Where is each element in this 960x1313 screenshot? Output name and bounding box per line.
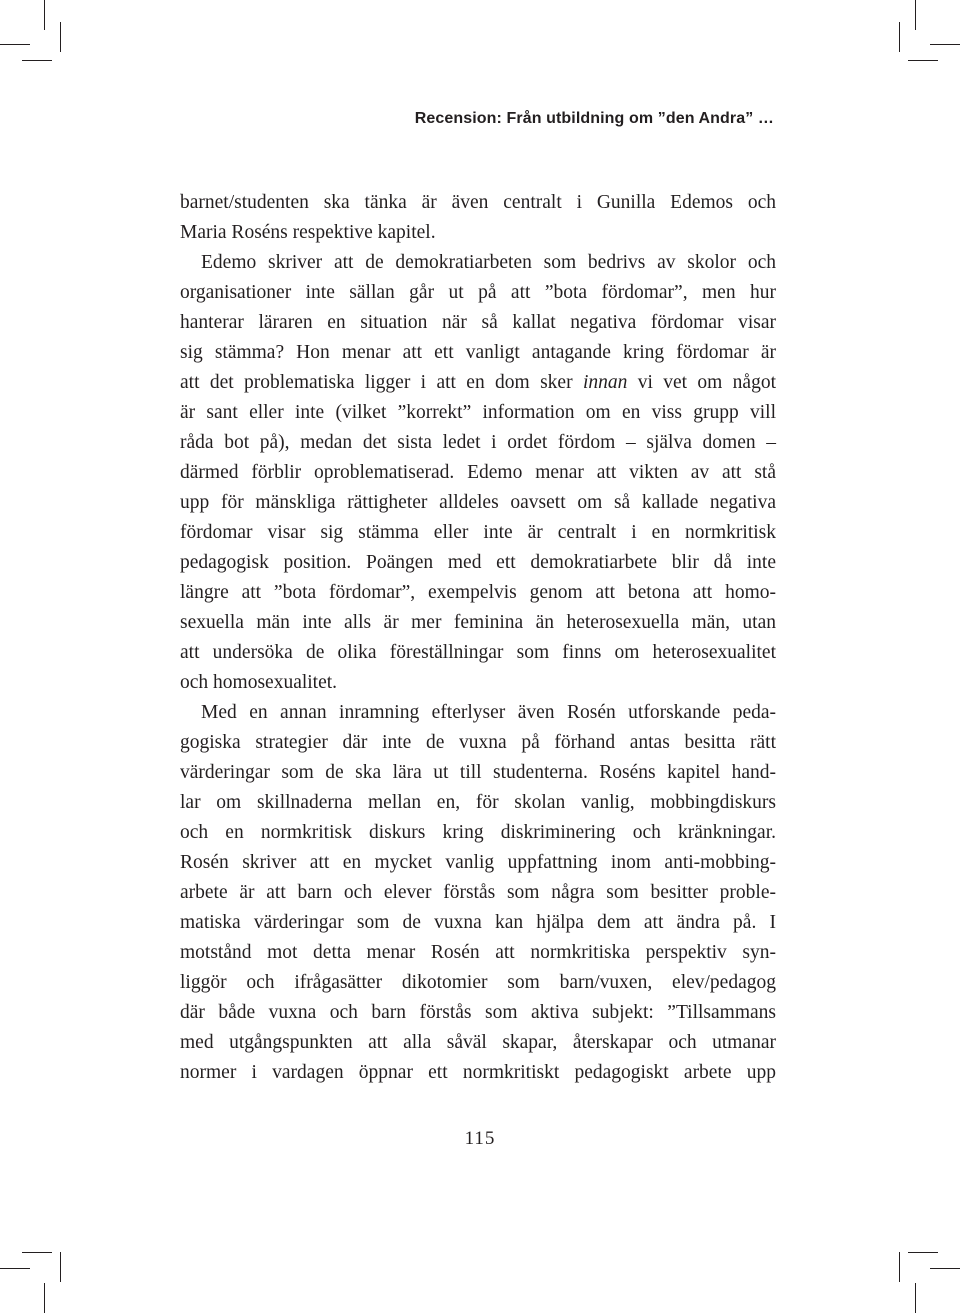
crop-mark-bottom-left-h2 <box>22 1252 52 1253</box>
body-line: därmed förblir oproblematiserad. Edemo menar att vikten av att stå <box>180 462 776 483</box>
crop-mark-top-left-h <box>0 44 30 45</box>
body-line: upp för mänskliga rättigheter alldeles oavsett om så kallade negativa <box>180 492 776 513</box>
body-line: Maria Roséns respektive kapitel. <box>180 222 436 243</box>
crop-mark-bottom-right-h <box>930 1268 960 1269</box>
crop-mark-top-right-h2 <box>908 60 938 61</box>
body-line: normer i vardagen öppnar ett normkritiskt pedagogiskt arbete upp <box>180 1062 776 1083</box>
crop-mark-bottom-left-v <box>44 1283 45 1313</box>
body-line: lar om skillnaderna mellan en, för skolan vanlig, mobbingdiskurs <box>180 792 776 813</box>
body-line: gogiska strategier där inte de vuxna på förhand antas besitta rätt <box>180 732 776 753</box>
body-line: sig stämma? Hon menar att ett vanligt antagande kring fördomar är <box>180 342 776 363</box>
crop-mark-top-left-h2 <box>22 60 52 61</box>
body-line: och en normkritisk diskurs kring diskriminering och kränkningar. <box>180 822 776 843</box>
body-line: arbete är att barn och elever förstås som några som besitter proble- <box>180 882 776 903</box>
body-line: råda bot på), medan det sista ledet i ordet fördom – själva domen – <box>180 432 776 453</box>
body-line: och homosexualitet. <box>180 672 338 693</box>
body-line: sexuella män inte alls är mer feminina än heterosexuella män, utan <box>180 612 776 633</box>
italic-emphasis: innan <box>582 372 628 393</box>
body-line-with-italic: att det problematiska ligger i att en dom sker innan vi vet om något <box>180 372 777 393</box>
body-line: längre att ”bota fördomar”, exempelvis genom att betona att homo- <box>180 582 776 603</box>
crop-mark-top-right-v <box>915 0 916 30</box>
body-line: matiska värderingar som de vuxna kan hjälpa dem att ändra på. I <box>180 912 776 933</box>
body-line: Med en annan inramning efterlyser även Rosén utforskande peda- <box>201 702 776 723</box>
crop-mark-bottom-right-v <box>915 1283 916 1313</box>
body-line: hanterar läraren en situation när så kallat negativa fördomar visar <box>180 312 776 333</box>
body-line: där både vuxna och barn förstås som aktiva subjekt: ”Tillsammans <box>180 1002 776 1023</box>
body-line: värderingar som de ska lära ut till studenterna. Roséns kapitel hand- <box>180 762 776 783</box>
body-line: Rosén skriver att en mycket vanlig uppfattning inom anti-mobbing- <box>180 852 776 873</box>
body-line: motstånd mot detta menar Rosén att normkritiska perspektiv syn- <box>180 942 776 963</box>
crop-mark-bottom-left-h <box>0 1268 30 1269</box>
body-line: Edemo skriver att de demokratiarbeten som bedrivs av skolor och <box>201 252 776 273</box>
body-line: organisationer inte sällan går ut på att ”bota fördomar”, men hur <box>180 282 776 303</box>
page-number: 115 <box>464 1128 496 1149</box>
body-line: är sant eller inte (vilket ”korrekt” information om en viss grupp vill <box>180 402 776 423</box>
crop-mark-top-left-v <box>44 0 45 30</box>
crop-mark-top-right-h <box>930 44 960 45</box>
body-line: pedagogisk position. Poängen med ett demokratiarbete blir då inte <box>180 552 776 573</box>
running-header: Recension: Från utbildning om ”den Andra” … <box>414 110 774 127</box>
crop-mark-top-right-v2 <box>899 22 900 52</box>
body-line: barnet/studenten ska tänka är även centralt i Gunilla Edemos och <box>180 192 776 213</box>
crop-mark-bottom-right-v2 <box>899 1252 900 1282</box>
body-text <box>180 188 776 1088</box>
crop-mark-top-left-v2 <box>60 22 61 52</box>
body-line: liggör och ifrågasätter dikotomier som barn/vuxen, elev/pedagog <box>180 972 776 993</box>
body-line: fördomar visar sig stämma eller inte är centralt i en normkritisk <box>180 522 776 543</box>
crop-mark-bottom-left-v2 <box>60 1252 61 1282</box>
body-line: med utgångspunkten att alla såväl skapar, återskapar och utmanar <box>180 1032 776 1053</box>
body-line: att undersöka de olika föreställningar som finns om heterosexualitet <box>180 642 776 663</box>
crop-mark-bottom-right-h2 <box>908 1252 938 1253</box>
